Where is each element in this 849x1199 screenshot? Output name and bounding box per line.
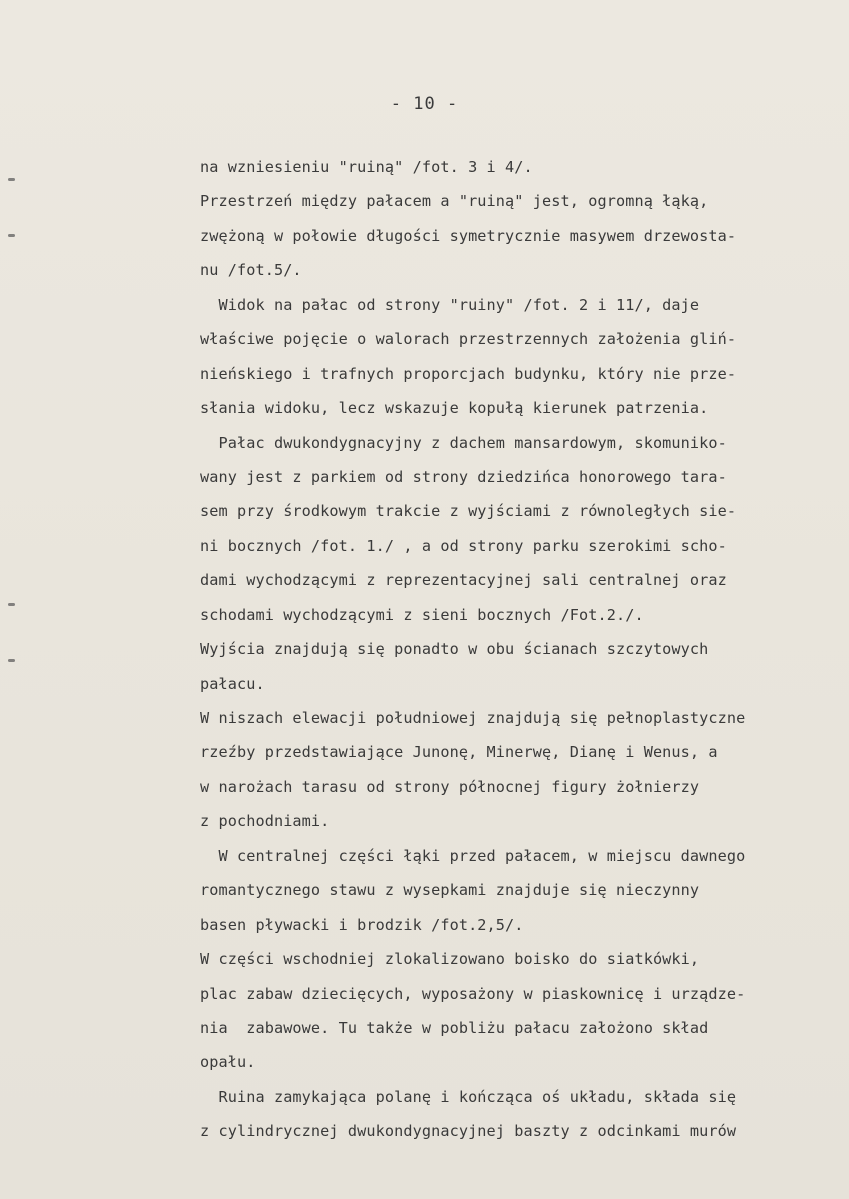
text-line: nieńskiego i trafnych proporcjach budynku, który nie prze- [200,364,737,383]
text-line: rzeźby przedstawiające Junonę, Minerwę, Dianę i Wenus, a [200,743,718,762]
text-line: ni bocznych /fot. 1./ , a od strony parku szerokimi scho- [200,536,727,555]
text-line: basen pływacki i brodzik /fot.2,5/. [200,915,524,934]
margin-mark [8,603,15,606]
text-line: W części wschodniej zlokalizowano boisko do siatkówki, [200,950,700,969]
margin-mark [8,659,15,662]
text-line: słania widoku, lecz wskazuje kopułą kierunek patrzenia. [200,399,709,418]
text-line: plac zabaw dziecięcych, wyposażony w piaskownicę i urządze- [200,984,746,1003]
text-line: zwężoną w połowie długości symetrycznie masywem drzewosta- [200,226,737,245]
text-line: nu /fot.5/. [200,261,302,280]
text-line: w narożach tarasu od strony północnej figury żołnierzy [200,777,700,796]
text-line: właściwe pojęcie o walorach przestrzennych założenia gliń- [200,330,737,349]
text-line: Widok na pałac od strony "ruiny" /fot. 2 i 11/, daje [200,295,700,314]
text-line: romantycznego stawu z wysepkami znajduje się nieczynny [200,881,700,900]
text-line: opału. [200,1053,256,1072]
text-line: na wzniesieniu "ruiną" /fot. 3 i 4/. [200,158,533,176]
margin-mark [8,234,15,237]
text-line: W centralnej części łąki przed pałacem, w miejscu dawnego [200,846,746,865]
text-line: Wyjścia znajdują się ponadto w obu ścianach szczytowych [200,640,709,659]
text-line: wany jest z parkiem od strony dziedzińca honorowego tara- [200,467,727,486]
text-line: dami wychodzącymi z reprezentacyjnej sali centralnej oraz [200,571,727,590]
text-line: Pałac dwukondygnacyjny z dachem mansardowym, skomuniko- [200,433,727,452]
text-line: Ruina zamykająca polanę i kończąca oś układu, składa się [200,1087,737,1106]
page-number: - 10 - [390,94,459,114]
text-line: sem przy środkowym trakcie z wyjściami z równoległych sie- [200,502,737,521]
text-line: z pochodniami. [200,812,330,831]
text-line: W niszach elewacji południowej znajdują się pełnoplastyczne [200,709,746,727]
text-line: nia zabawowe. Tu także w pobliżu pałacu założono skład [200,1018,709,1037]
body-text [200,150,820,1149]
text-line: pałacu. [200,674,265,693]
text-line: schodami wychodzącymi z sieni bocznych /Fot.2./. [200,605,644,624]
text-line: Przestrzeń między pałacem a "ruiną" jest, ogromną łąką, [200,192,709,211]
margin-mark [8,178,15,181]
text-line: z cylindrycznej dwukondygnacyjnej baszty z odcinkami murów [200,1122,737,1141]
